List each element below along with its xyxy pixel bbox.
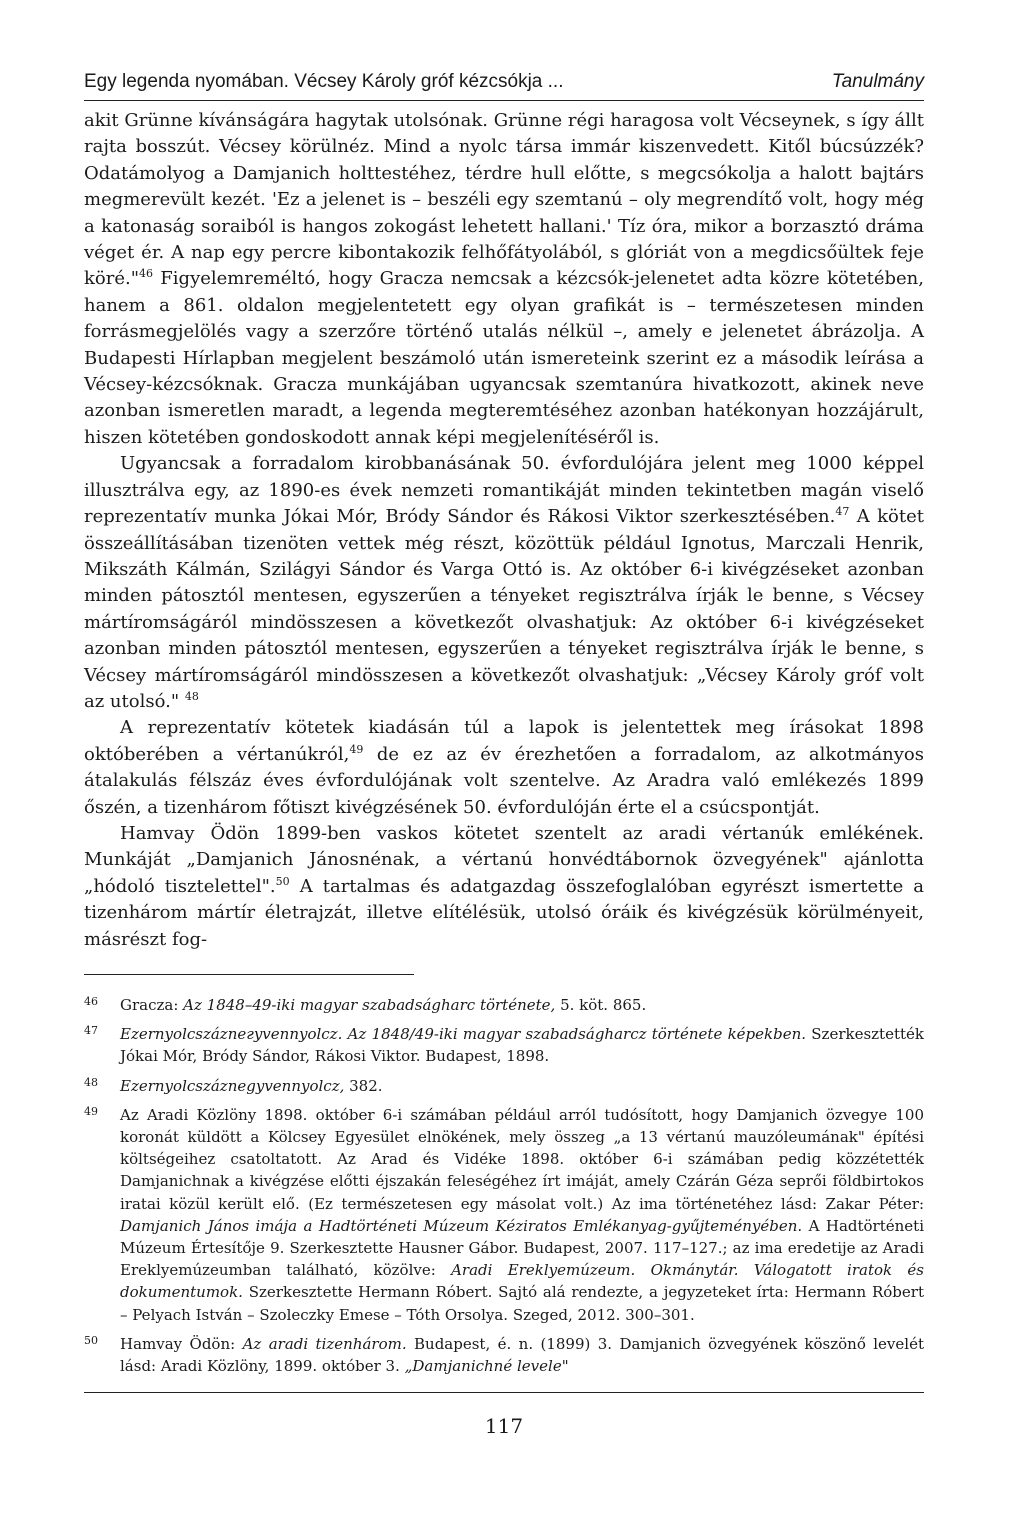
footnote-title: Aradi Ereklyemúzeum. Okmánytár. Válogatott iratok és dokumentumok. — [120, 1261, 924, 1302]
footnote-title: Az 1848–49-iki magyar szabadságharc története, — [183, 996, 556, 1014]
footnote-separator — [84, 974, 414, 975]
footnote-title: Damjanich János imája a Hadtörténeti Múzeum Kéziratos Emlékanyag-gyűjteményében. — [120, 1216, 803, 1235]
footnote-text: Gracza: — [120, 996, 184, 1014]
footnote-text: Szerkesztette Hermann Róbert. Sajtó alá rendezte, a jegyzeteket írta: Hermann Róbert – Pelyach István – Szoleczky Emese – Tóth Orsolya. Szeged, 2012. 300–301. — [120, 1283, 924, 1324]
footnote-text: Budapest, é. n. (1899) 3. Damjanich özvegyének köszönő levelét lásd: Aradi Közlöny, 1899. október 3. — [120, 1334, 924, 1376]
running-head-title: Egy legenda nyomában. Vécsey Károly gróf kézcsókja ... — [84, 71, 564, 92]
footnote-number: 46 — [84, 995, 98, 1008]
footnote-title: Ezernyolcszáznegyvennyolcz, — [120, 1076, 345, 1095]
footnote-text: A Hadtörténeti Múzeum Értesítője 9. Szerkesztette Hausner Gábor. Budapest, 2007. 117–127.; az ima eredetije az Aradi Ereklyemúzeumban található, közölve: — [120, 1216, 924, 1280]
footnote-text: 5. köt. 865. — [555, 996, 647, 1014]
body-text — [84, 108, 924, 953]
footnote-48 — [84, 1075, 924, 1097]
paragraph-text: A tartalmas és adatgazdag összefoglalóban egyrészt ismertette a tizenhárom mártír életrajzát, illetve elítélésük, utolsó óráik és kivégzésük körülményeit, másrészt fog- — [84, 875, 924, 950]
footnote-ref-48[interactable]: 48 — [184, 689, 199, 703]
footnote-number: 48 — [84, 1075, 98, 1089]
footnote-title: „Damjanichné levele" — [404, 1357, 569, 1376]
paragraph-text: Ugyancsak a forradalom kirobbanásának 50. évfordulójára jelent meg 1000 képpel illusztrálva egy, az 1890-es évek nemzeti romantikáját minden tekintetben magán viselő reprezentatív munka Jókai Mór, Bródy Sándor és Rákosi Viktor szerkesztésében. — [84, 453, 924, 528]
paragraph-3 — [84, 715, 924, 821]
paragraph-text: de ez az év érezhetően a forradalom, az alkotmányos átalakulás félszáz éves évfordulójának volt szentelve. Az Aradra való emlékezés 1899 őszén, a tizenhárom főtiszt kivégzésének 50. évfordulóján érte el a csúcspontját. — [84, 743, 925, 818]
footnote-46 — [84, 994, 924, 1016]
paragraph-text: A kötet összeállításában tizenöten vettek még részt, közöttük például Ignotus, Marczali Henrik, Mikszáth Kálmán, Szilágyi Sándor és Varga Ottó is. Az október 6-i kivégzéseket azonban minden pátosztól mentesen, egyszerűen a tényeket regisztrálva írják le benne, s Vécsey mártíromságáról mindösszesen a következőt olvashatjuk: Az október 6-i kivégzéseket azonban minden pátosztól mentesen, egyszerűen a tényeket regisztrálva írják le benne, s Vécsey mártíromságáról mindösszesen a következőt olvashatjuk: „Vécsey Károly gróf volt az utolsó." — [84, 506, 924, 712]
footnote-ref-49[interactable]: 49 — [349, 742, 364, 756]
footnote-47 — [84, 1023, 924, 1067]
footnote-49 — [84, 1104, 924, 1326]
footnote-title: Ezernyolcszázneгyvennyolcz. Az 1848/49-iki magyar szabadságharcz története képekben. — [120, 1025, 807, 1044]
footnote-text: 382. — [344, 1076, 383, 1095]
running-head-section: Tanulmány — [831, 71, 924, 92]
footnote-ref-46[interactable]: 46 — [139, 267, 154, 281]
footnote-ref-50[interactable]: 50 — [275, 874, 290, 888]
footnote-number: 49 — [84, 1104, 98, 1118]
footnote-title: Az aradi tizenhárom. — [242, 1334, 407, 1353]
paragraph-text: A reprezentatív kötetek kiadásán túl a lapok is jelentettek meg írásokat 1898 októberében a vértanúkról, — [84, 717, 924, 765]
footnote-ref-47[interactable]: 47 — [835, 505, 850, 519]
paragraph-1 — [84, 108, 924, 451]
running-head — [84, 64, 924, 101]
footnotes — [84, 994, 924, 1384]
footnote-number: 47 — [84, 1024, 98, 1038]
paragraph-text: Figyelemreméltó, hogy Gracza nemcsak a kézcsók-jelenetet adta közre kötetében, hanem a 861. oldalon megjelentetett egy olyan grafikát is – természetesen minden forrásmegjelölés vagy a szerzőre történő utalás nélkül –, amely e jelenetet ábrázolja. A Budapesti Hírlapban megjelent beszámoló után ismereteink szerint ez a második leírása a Vécsey-kézcsóknak. Gracza munkájában ugyancsak szemtanúra hivatkozott, akinek neve azonban ismeretlen maradt, a legenda megteremtéséhez azonban hatékonyan hozzájárult, hiszen kötetében gondoskodott annak képi megjelenítéséről is. — [84, 268, 924, 448]
footnote-text: Az Aradi Közlöny 1898. október 6-i számában például arról tudósított, hogy Damjanich özvegye 100 koronát küldött a Kölcsey Egyesület elnökének, mely összeg „a 13 vértanú mauzóleumának" építési költségeihez csatoltatott. Az Arad és Vidéke 1898. október 6-i számában pedig közzétették Damjanichnak a kivégzése előtti éjszakán feleségéhez írt imáját, amely Czárán Géza seprői földbirtokos iratai közül került elő. (Ez természetesen egy másolat volt.) Az ima történetéhez lásd: Zakar Péter: — [120, 1105, 924, 1213]
footnote-number: 50 — [84, 1333, 98, 1347]
paragraph-4 — [84, 821, 924, 953]
bottom-separator — [84, 1392, 924, 1393]
footnote-text: Szerkesztették Jókai Mór, Bródy Sándor, Rákosi Viktor. Budapest, 1898. — [120, 1025, 924, 1066]
footnote-50 — [84, 1333, 924, 1377]
footnote-text: Hamvay Ödön: — [120, 1334, 243, 1353]
page-number: 117 — [484, 1414, 524, 1438]
paragraph-2 — [84, 451, 924, 715]
paragraph-text: akit Grünne kívánságára hagytak utolsónak. Grünne régi haragosa volt Vécseynek, s így állt rajta bosszút. Vécsey körülnéz. Mind a nyolc társa immár kiszenvedett. Kitől búcsúzzék? Odatámolyog a Damjanich holttestéhez, térdre hull előtte, s megcsókolja a halott bajtárs megmerevült kezét. 'Ez a jelenet is – beszéli egy szemtanú – oly megrendítő volt, hogy még a katonaság soraiból is hangos zokogást lehetett hallani.' Tíz óra, mikor a borzasztó dráma véget ér. A nap egy percre kibontakozik felhőfátyolából, s glóriát von a megdicsőültek feje köré." — [84, 110, 924, 290]
paragraph-text: Hamvay Ödön 1899-ben vaskos kötetet szentelt az aradi vértanúk emlékének. Munkáját „Damjanich Jánosnénak, a vértanú honvédtábornok özvegyének" ajánlotta „hódoló tisztelettel". — [84, 822, 924, 897]
page — [84, 0, 924, 1523]
